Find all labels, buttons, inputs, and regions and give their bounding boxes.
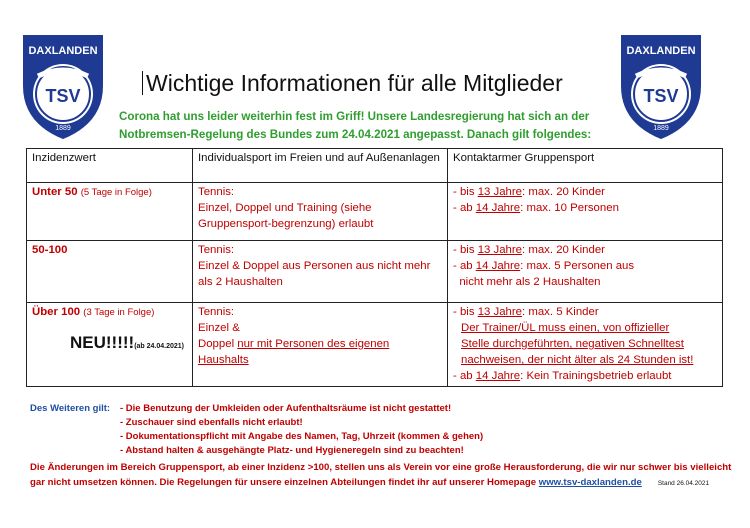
closing-line: gar nicht umsetzen können. Die Regelungen für unsere einzelnen Abteilungen findet ihr auf unserer Homepage www.tsv-daxlanden.de Stand 26.04.2021 <box>30 477 710 488</box>
text-cursor <box>142 71 143 95</box>
individual-line: als 2 Haushalten <box>198 276 283 288</box>
new-badge-date: (ab 24.04.2021) <box>134 343 185 350</box>
svg-text:DAXLANDEN: DAXLANDEN <box>28 45 98 57</box>
further-rules-list <box>120 402 483 458</box>
club-logo-left <box>20 30 106 142</box>
rules-table <box>26 148 723 387</box>
header-individual: Individualsport im Freien und auf Außenanlagen <box>193 149 448 183</box>
individual-line: Einzel & <box>198 322 240 334</box>
intro-text <box>119 108 619 144</box>
header-incidence: Inzidenzwert <box>27 149 193 183</box>
individual-cell <box>193 183 448 241</box>
group-line: - ab 14 Jahre: max. 5 Personen aus <box>453 260 635 272</box>
individual-line: Einzel & Doppel aus Personen aus nicht mehr <box>198 260 431 272</box>
group-line: nicht mehr als 2 Haushalten <box>453 276 601 288</box>
new-badge: NEU!!!!!(ab 24.04.2021) <box>70 333 185 352</box>
club-logo-right <box>618 30 704 142</box>
group-cell <box>448 241 723 303</box>
individual-line: Tennis: <box>198 186 235 198</box>
svg-text:TSV: TSV <box>45 86 81 106</box>
further-rules-label: Des Weiteren gilt: <box>30 403 111 414</box>
list-item: - Die Benutzung der Umkleiden oder Aufenthaltsräume ist nicht gestattet! <box>120 403 452 414</box>
group-line: - ab 14 Jahre: Kein Trainingsbetrieb erlaubt <box>453 370 672 382</box>
incidence-value: 50-100 <box>32 244 68 256</box>
group-cell <box>448 303 723 387</box>
svg-text:1889: 1889 <box>653 125 669 132</box>
list-item: - Zuschauer sind ebenfalls nicht erlaubt! <box>120 417 303 428</box>
homepage-link[interactable]: www.tsv-daxlanden.de <box>538 477 642 488</box>
incidence-value: Über 100 <box>32 306 81 318</box>
page-title <box>142 70 612 97</box>
individual-line: Tennis: <box>198 244 235 256</box>
individual-cell <box>193 241 448 303</box>
svg-text:DAXLANDEN: DAXLANDEN <box>626 45 696 57</box>
incidence-note: (3 Tage in Folge) <box>83 307 155 318</box>
individual-line: Einzel, Doppel und Training (siehe <box>198 202 372 214</box>
intro-line: Notbremsen-Regelung des Bundes zum 24.04.2021 angepasst. Danach gilt folgendes: <box>119 128 592 141</box>
group-line: - bis 13 Jahre: max. 5 Kinder <box>453 306 599 318</box>
group-cell <box>448 183 723 241</box>
intro-line: Corona hat uns leider weiterhin fest im Griff! Unsere Landesregierung hat sich an der <box>119 110 590 123</box>
club-crest-icon <box>20 30 106 142</box>
incidence-note: (5 Tage in Folge) <box>80 187 152 198</box>
closing-line: Die Änderungen im Bereich Gruppensport, ab einer Inzidenz >100, stellen uns als Verein vor eine große Herausforderung, die wir nur schwer bis vielleicht <box>30 462 732 473</box>
group-line: Stelle durchgeführten, negativen Schnelltest <box>461 338 684 350</box>
incidence-cell <box>27 241 193 303</box>
group-line: - bis 13 Jahre: max. 20 Kinder <box>453 186 605 198</box>
incidence-cell <box>27 303 193 387</box>
group-line: Der Trainer/ÜL muss einen, von offizieller <box>461 322 670 334</box>
individual-cell <box>193 303 448 387</box>
group-line: - bis 13 Jahre: max. 20 Kinder <box>453 244 605 256</box>
stand-date: Stand 26.04.2021 <box>657 480 710 487</box>
incidence-value: Unter 50 <box>32 186 78 198</box>
incidence-cell <box>27 183 193 241</box>
individual-line: Gruppensport-begrenzung) erlaubt <box>198 218 374 230</box>
list-item: - Abstand halten & ausgehängte Platz- und Hygieneregeln sind zu beachten! <box>120 445 464 456</box>
group-line: - ab 14 Jahre: max. 10 Personen <box>453 202 619 214</box>
svg-text:1889: 1889 <box>55 125 71 132</box>
table-header-row <box>27 149 723 183</box>
group-line: nachweisen, der nicht älter als 24 Stunden ist! <box>461 354 694 366</box>
table-row <box>27 183 723 241</box>
table-row <box>27 303 723 387</box>
svg-text:TSV: TSV <box>643 86 679 106</box>
header-group: Kontaktarmer Gruppensport <box>448 149 723 183</box>
page-title-text: Wichtige Informationen für alle Mitglieder <box>146 70 563 96</box>
individual-line: Doppel nur mit Personen des eigenen Haushalts <box>198 338 390 366</box>
list-item: - Dokumentationspflicht mit Angabe des Namen, Tag, Uhrzeit (kommen & gehen) <box>120 431 484 442</box>
closing-note <box>30 460 732 491</box>
club-crest-icon <box>618 30 704 142</box>
individual-line: Tennis: <box>198 306 235 318</box>
table-row <box>27 241 723 303</box>
